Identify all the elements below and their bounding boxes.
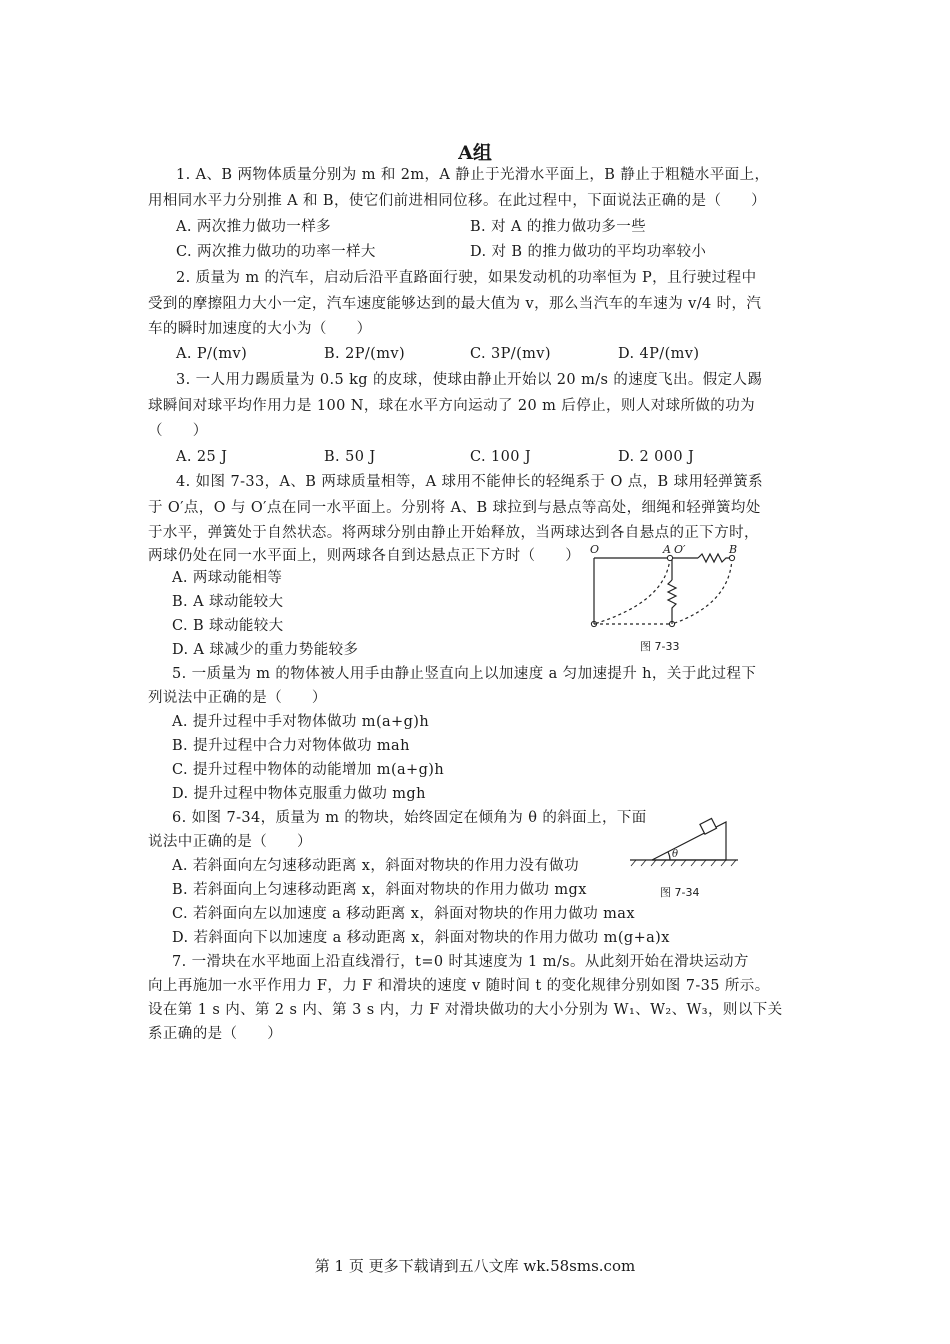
angle-arc (668, 852, 670, 860)
ground-hatching (631, 860, 736, 866)
q5-line-1: 5. 一质量为 m 的物体被人用手由静止竖直向上以加速度 a 匀加速提升 h，关于此过程下 (172, 666, 757, 682)
q7-line-4: 系正确的是（ ） (148, 1026, 283, 1042)
q5-option-a: A. 提升过程中手对物体做功 m(a+g)h (172, 714, 430, 730)
q6-line-2: 说法中正确的是（ ） (148, 834, 312, 850)
q1-option-c: C. 两次推力做功的功率一样大 (176, 244, 376, 260)
q1-line-2: 用相同水平力分别推 A 和 B，使它们前进相同位移。在此过程中，下面说法正确的是（ ） (148, 193, 767, 209)
ball-b-high (729, 555, 734, 560)
q4-line-3: 于水平，弹簧处于自然状态。将两球分别由静止开始释放，当两球达到各自悬点的正下方时， (148, 525, 759, 541)
q3-line-3: （ ） (148, 423, 208, 439)
q4-line-4: 两球仍处在同一水平面上，则两球各自到达悬点正下方时（ ） (148, 548, 581, 564)
page-footer: 第 1 页 更多下载请到五八文库 wk.58sms.com (314, 1257, 636, 1275)
spring-b-vertical (668, 580, 676, 624)
q3-option-c: C. 100 J (470, 449, 532, 465)
q3-option-a: A. 25 J (176, 449, 228, 465)
q7-line-1: 7. 一滑块在水平地面上沿直线滑行，t=0 时其速度为 1 m/s。从此刻开始在滑块运动方 (172, 954, 749, 970)
q3-line-2: 球瞬间对球平均作用力是 100 N，球在水平方向运动了 20 m 后停止，则人对球所做的功为 (148, 398, 756, 414)
q5-line-2: 列说法中正确的是（ ） (148, 690, 327, 706)
block (700, 818, 717, 834)
q3-option-b: B. 50 J (324, 449, 376, 465)
q6-option-a: A. 若斜面向左匀速移动距离 x，斜面对物块的作用力没有做功 (172, 858, 579, 874)
spring-b-horizontal (698, 554, 732, 562)
angle-label: θ (672, 849, 679, 860)
figure-7-34 (626, 808, 746, 874)
q4-option-b: B. A 球动能较大 (172, 594, 284, 610)
ball-a-high (667, 555, 672, 560)
label-o-prime: O′ (674, 544, 686, 556)
q5-option-d: D. 提升过程中物体克服重力做功 mgh (172, 786, 426, 802)
q2-line-3: 车的瞬时加速度的大小为（ ） (148, 321, 372, 337)
q1-option-b: B. 对 A 的推力做功多一些 (470, 219, 647, 235)
q6-option-c: C. 若斜面向左以加速度 a 移动距离 x，斜面对物块的作用力做功 max (172, 906, 635, 922)
q3-option-d: D. 2 000 J (618, 449, 695, 465)
q6-line-1: 6. 如图 7-34，质量为 m 的物块，始终固定在倾角为 θ 的斜面上，下面 (172, 810, 647, 826)
q1-option-a: A. 两次推力做功一样多 (176, 219, 331, 235)
label-o: O (590, 544, 600, 556)
q4-line-1: 4. 如图 7-33，A、B 两球质量相等，A 球用不能伸长的轻绳系于 O 点，B 球用轻弹簧系 (176, 474, 764, 490)
q1-option-d: D. 对 B 的推力做功的平均功率较小 (470, 244, 707, 260)
label-a: A (663, 544, 671, 556)
q3-line-1: 3. 一人用力踢质量为 0.5 kg 的皮球，使球由静止开始以 20 m/s 的速度飞出。假定人踢 (176, 372, 763, 388)
q7-line-2: 向上再施加一水平作用力 F，力 F 和滑块的速度 v 随时间 t 的变化规律分别如图 7-35 所示。 (148, 978, 770, 994)
figure-7-34-caption: 图 7-34 (660, 886, 700, 899)
q5-option-c: C. 提升过程中物体的动能增加 m(a+g)h (172, 762, 445, 778)
q4-option-a: A. 两球动能相等 (172, 570, 283, 586)
q2-option-c: C. 3P/(mv) (470, 346, 551, 362)
q1-line-1: 1. A、B 两物体质量分别为 m 和 2m，A 静止于光滑水平面上，B 静止于粗糙水平面上， (176, 167, 770, 183)
q2-option-b: B. 2P/(mv) (324, 346, 405, 362)
figure-7-33 (578, 544, 758, 652)
section-title: A组 (458, 142, 492, 164)
q5-option-b: B. 提升过程中合力对物体做功 mah (172, 738, 410, 754)
q7-line-3: 设在第 1 s 内、第 2 s 内、第 3 s 内，力 F 对滑块做功的大小分别为 W₁、W₂、W₃，则以下关 (148, 1002, 783, 1018)
q6-option-b: B. 若斜面向上匀速移动距离 x，斜面对物块的作用力做功 mgx (172, 882, 587, 898)
arc-a-path (594, 558, 670, 624)
q6-option-d: D. 若斜面向下以加速度 a 移动距离 x，斜面对物块的作用力做功 m(g+a)x (172, 930, 670, 946)
figure-7-33-caption: 图 7-33 (640, 640, 680, 653)
q2-line-2: 受到的摩擦阻力大小一定，汽车速度能够达到的最大值为 v，那么当汽车的车速为 v/4 时，汽 (148, 296, 762, 312)
q2-option-d: D. 4P/(mv) (618, 346, 700, 362)
label-b: B (729, 544, 738, 556)
arc-b-path (672, 558, 732, 624)
q2-option-a: A. P/(mv) (176, 346, 248, 362)
q2-line-1: 2. 质量为 m 的汽车，启动后沿平直路面行驶，如果发动机的功率恒为 P，且行驶过程中 (176, 270, 757, 286)
q4-option-d: D. A 球减少的重力势能较多 (172, 642, 359, 658)
q4-option-c: C. B 球动能较大 (172, 618, 284, 634)
q4-line-2: 于 O′点，O 与 O′点在同一水平面上。分别将 A、B 球拉到与悬点等高处，细绳和轻弹簧均处 (148, 500, 761, 516)
